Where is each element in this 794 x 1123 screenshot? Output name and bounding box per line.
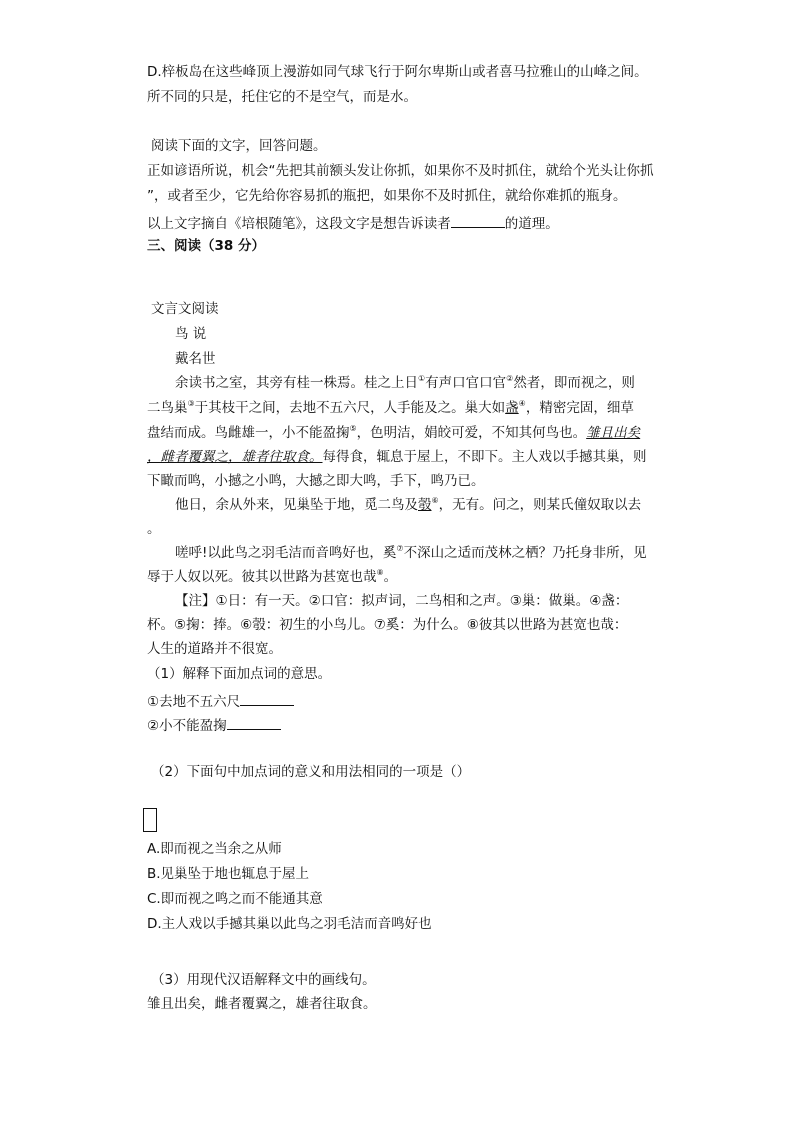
text-run: 有声口官口官 <box>425 375 507 391</box>
q1-item1 <box>147 693 294 710</box>
text-run: 每得食，辄息于屋上，不即下。主人戏以手撼其巢，则 <box>322 449 647 465</box>
underlined-word: 彀 <box>418 497 432 513</box>
para1-line2 <box>147 399 634 416</box>
q1-item2 <box>147 717 281 734</box>
q1-item1-text: ①去地不五六尺 <box>147 694 241 710</box>
text-run: 余读书之室，其旁有桂一株焉。桂之上日 <box>175 375 418 391</box>
note-line1: 【注】①日：有一天。②口官：拟声词，二鸟相和之声。③巢：做巢。④盏： <box>175 593 629 609</box>
text-run: 嗟呼!以此鸟之羽毛洁而音鸣好也，奚 <box>175 545 397 561</box>
footnote-mark: ⑧ <box>376 568 384 577</box>
reading-line3 <box>147 215 559 232</box>
option-d-line2: 所不同的只是，托住它的不是空气，而是水。 <box>147 89 417 105</box>
note-line2: 杯。⑤掬：捧。⑥彀：初生的小鸟儿。⑦奚：为什么。⑧彼其以世路为甚宽也哉： <box>147 617 628 633</box>
footnote-mark: ① <box>418 374 426 383</box>
section-heading: 三、阅读（38 分） <box>147 238 265 254</box>
q1-item1-blank[interactable] <box>240 693 294 706</box>
footnote-mark: ⑤ <box>349 424 357 433</box>
reading-line3-post: 的道理。 <box>504 216 559 232</box>
q2-prompt: （2）下面句中加点词的意义和用法相同的一项是（） <box>151 764 471 780</box>
footnote-mark: ⑥ <box>431 496 439 505</box>
q3-prompt: （3）用现代汉语解释文中的画线句。 <box>151 972 376 988</box>
footnote-mark: ② <box>506 374 514 383</box>
para3-line1 <box>175 544 647 561</box>
footnote-mark: ⑦ <box>396 544 404 553</box>
classical-author: 戴名世 <box>175 351 216 367</box>
text-run: 他日，余从外来，见巢坠于地，觅二鸟及 <box>175 497 418 513</box>
text-run: 不深山之适而茂林之栖？乃托身非所，见 <box>403 545 647 561</box>
q3-sentence: 雏且出矣，雌者覆翼之，雄者往取食。 <box>147 996 377 1012</box>
para1-line3 <box>147 424 641 441</box>
reading-line2: ”，或者至少，它先给你容易抓的瓶把，如果你不及时抓住，就给你难抓的瓶身。 <box>147 188 627 204</box>
para2-line1 <box>175 496 642 513</box>
q1-item2-text: ②小不能盈掬 <box>147 718 227 734</box>
para1-line4 <box>147 451 647 465</box>
footnote-mark: ④ <box>518 399 526 408</box>
q1-prompt: （1）解释下面加点词的意思。 <box>147 666 332 682</box>
para1-line5: 下瞰而鸣，小撼之小鸣，大撼之即大鸣，手下，鸣乃已。 <box>147 473 485 489</box>
text-run: 辱于人奴以死。彼其以世路为甚宽也哉 <box>147 569 377 585</box>
answer-blank[interactable] <box>451 215 505 228</box>
underlined-sentence: 雏且出矣 <box>586 425 641 441</box>
text-run: 于其枝干之间，去地不五六尺，人手能及之。巢大如 <box>194 400 506 416</box>
para2-line2: 。 <box>147 521 161 537</box>
q2-option-d[interactable]: D.主人戏以手撼其巢以此鸟之羽毛洁而音鸣好也 <box>147 916 432 932</box>
q1-item2-blank[interactable] <box>227 717 281 730</box>
reading-line1: 正如谚语所说，机会“先把其前额头发让你抓，如果你不及时抓住，就给个光头让你抓 <box>147 163 654 179</box>
text-run: ，精密完固，细草 <box>525 400 634 416</box>
text-run: 。 <box>383 569 398 585</box>
text-run: ，无有。问之，则某氏僮奴取以去 <box>438 497 642 513</box>
underlined-word: 盏 <box>505 400 519 416</box>
note-line3: 人生的道路并不很宽。 <box>147 641 282 657</box>
underlined-sentence: ，雌者覆翼之，雄者往取食。 <box>147 449 323 465</box>
q2-option-c[interactable]: C.即而视之鸣之而不能通其意 <box>147 891 323 907</box>
classical-header: 文言文阅读 <box>151 301 219 317</box>
image-placeholder-box <box>143 808 157 832</box>
text-run: ，色明洁，娟皎可爱，不知其何鸟也。 <box>356 425 587 441</box>
text-run: 盘结而成。鸟雌雄一，小不能盈掬 <box>147 425 350 441</box>
reading-instruction: 阅读下面的文字，回答问题。 <box>151 138 327 154</box>
classical-title: 鸟 说 <box>175 326 207 342</box>
reading-line3-pre: 以上文字摘自《培根随笔》，这段文字是想告诉读者 <box>147 216 451 232</box>
para1-line1 <box>175 374 635 391</box>
option-d-line1: D.梓板岛在这些峰顶上漫游如同气球飞行于阿尔卑斯山或者喜马拉雅山的山峰之间。 <box>147 64 648 80</box>
q2-option-b[interactable]: B.见巢坠于地也辄息于屋上 <box>147 866 310 882</box>
q2-option-a[interactable]: A.即而视之当余之从师 <box>147 841 282 857</box>
text-run: 然者，即而视之，则 <box>513 375 635 391</box>
text-run: 二鸟巢 <box>147 400 188 416</box>
para3-line2 <box>147 568 398 585</box>
footnote-mark: ③ <box>187 399 195 408</box>
